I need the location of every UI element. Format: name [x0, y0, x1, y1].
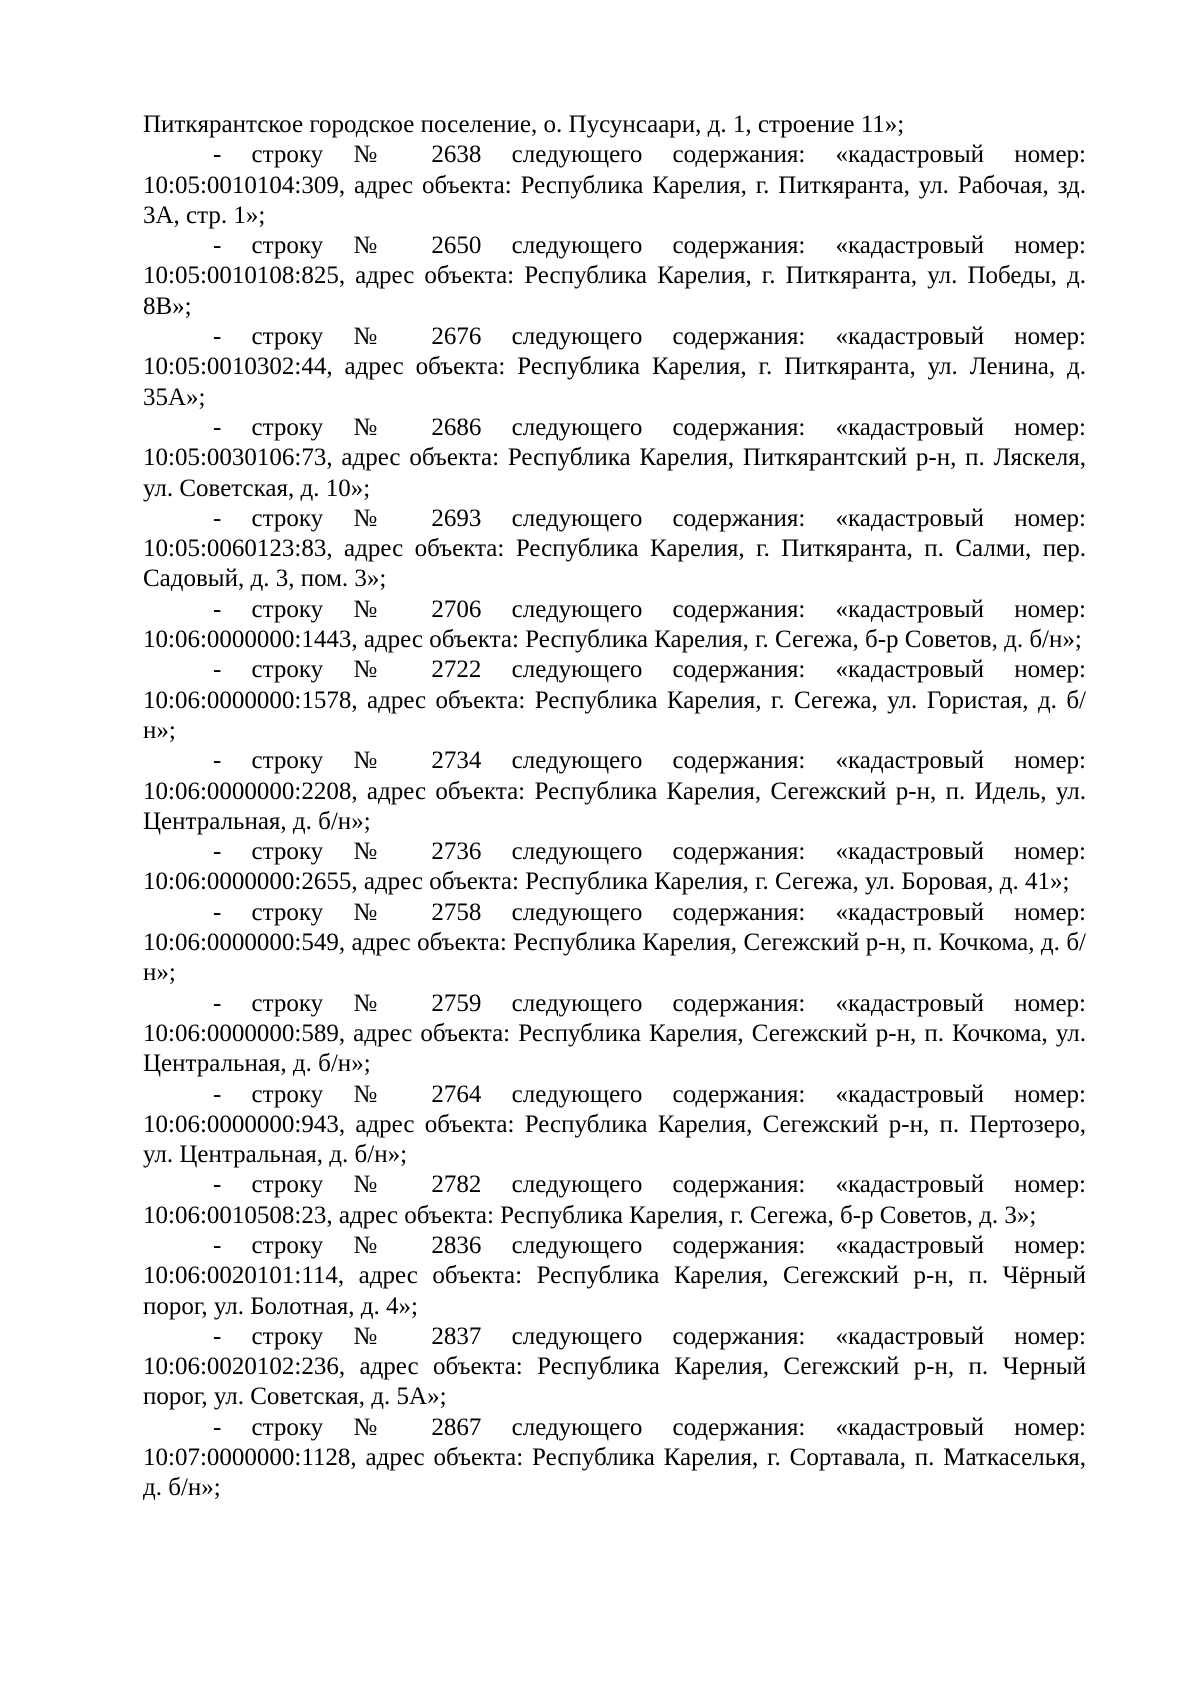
document-body: [143, 110, 1086, 1504]
entry-paragraph: - строку № 2676 следующего содержания: «кадастровый номер: 10:05:0010302:44, адрес объекта: Республика Карелия, г. Питкяранта, ул. Ленина, д. 35А»;: [143, 323, 1086, 411]
entry-paragraph: - строку № 2837 следующего содержания: «кадастровый номер: 10:06:0020102:236, адрес объекта: Республика Карелия, Сегежский р-н, п. Черный порог, ул. Советская, д. 5А»;: [143, 1322, 1086, 1411]
entry-paragraph: - строку № 2782 следующего содержания: «кадастровый номер: 10:06:0010508:23, адрес объекта: Республика Карелия, г. Сегежа, б-р Советов, д. 3»;: [143, 1171, 1086, 1229]
entry-paragraph: - строку № 2638 следующего содержания: «кадастровый номер: 10:05:0010104:309, адрес объекта: Республика Карелия, г. Питкяранта, ул. Рабочая, зд. 3А, стр. 1»;: [143, 141, 1086, 229]
entry-paragraph: - строку № 2693 следующего содержания: «кадастровый номер: 10:05:0060123:83, адрес объекта: Республика Карелия, г. Питкяранта, п. Салми, пер. Садовый, д. 3, пом. 3»;: [143, 504, 1086, 593]
entry-paragraph: - строку № 2867 следующего содержания: «кадастровый номер: 10:07:0000000:1128, адрес объекта: Республика Карелия, г. Сортавала, п. Маткаселькя, д. б/н»;: [143, 1413, 1086, 1502]
continuation-paragraph: Питкярантское городское поселение, о. Пусунсаари, д. 1, строение 11»;: [143, 111, 905, 138]
entry-paragraph: - строку № 2686 следующего содержания: «кадастровый номер: 10:05:0030106:73, адрес объекта: Республика Карелия, Питкярантский р-н, п. Ляскеля, ул. Советская, д. 10»;: [143, 413, 1086, 502]
entry-paragraph: - строку № 2706 следующего содержания: «кадастровый номер: 10:06:0000000:1443, адрес объекта: Республика Карелия, г. Сегежа, б-р Советов, д. б/н»;: [143, 595, 1086, 654]
entry-paragraph: - строку № 2764 следующего содержания: «кадастровый номер: 10:06:0000000:943, адрес объекта: Республика Карелия, Сегежский р-н, п. Пертозеро, ул. Центральная, д. б/н»;: [143, 1080, 1086, 1169]
entry-paragraph: - строку № 2736 следующего содержания: «кадастровый номер: 10:06:0000000:2655, адрес объекта: Республика Карелия, г. Сегежа, ул. Боровая, д. 41»;: [143, 838, 1086, 896]
entry-paragraph: - строку № 2722 следующего содержания: «кадастровый номер: 10:06:0000000:1578, адрес объекта: Республика Карелия, г. Сегежа, ул. Гористая, д. б/н»;: [143, 656, 1086, 744]
entry-paragraph: - строку № 2650 следующего содержания: «кадастровый номер: 10:05:0010108:825, адрес объекта: Республика Карелия, г. Питкяранта, ул. Победы, д. 8В»;: [143, 232, 1086, 320]
entry-paragraph: - строку № 2734 следующего содержания: «кадастровый номер: 10:06:0000000:2208, адрес объекта: Республика Карелия, Сегежский р-н, п. Идель, ул. Центральная, д. б/н»;: [143, 747, 1086, 835]
entry-paragraph: - строку № 2836 следующего содержания: «кадастровый номер: 10:06:0020101:114, адрес объекта: Республика Карелия, Сегежский р-н, п. Чёрный порог, ул. Болотная, д. 4»;: [143, 1231, 1086, 1320]
entry-paragraph: - строку № 2758 следующего содержания: «кадастровый номер: 10:06:0000000:549, адрес объекта: Республика Карелия, Сегежский р-н, п. Кочкома, д. б/н»;: [143, 898, 1086, 987]
entry-paragraph: - строку № 2759 следующего содержания: «кадастровый номер: 10:06:0000000:589, адрес объекта: Республика Карелия, Сегежский р-н, п. Кочкома, ул. Центральная, д. б/н»;: [143, 989, 1086, 1078]
